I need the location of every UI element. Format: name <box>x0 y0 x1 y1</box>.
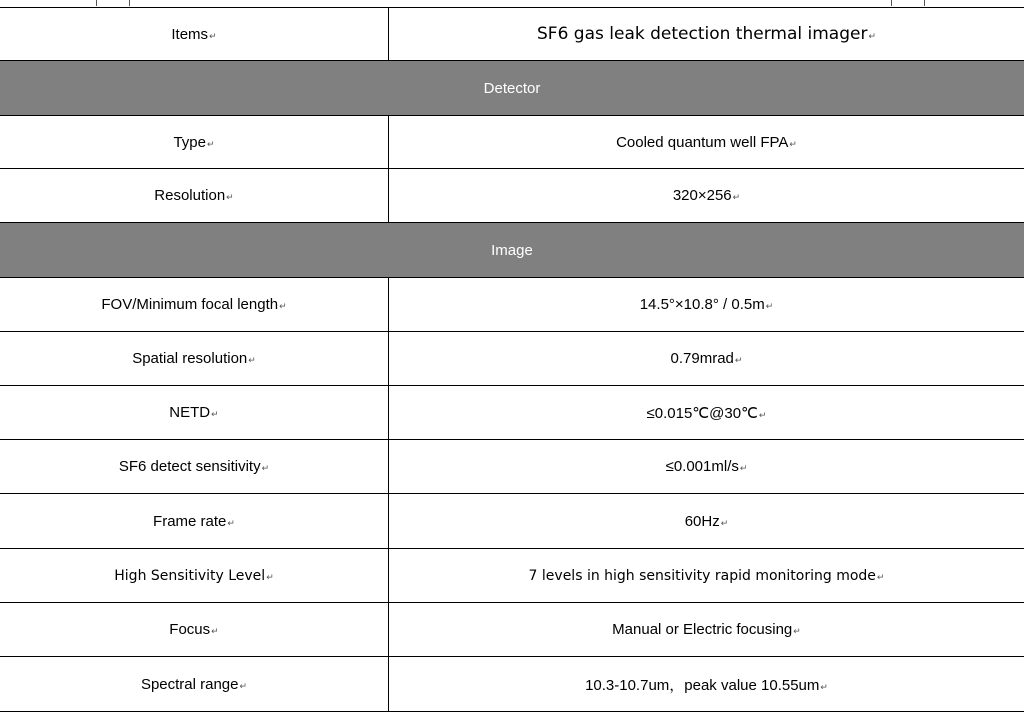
row-label: Frame rate <box>153 512 227 530</box>
product-name-cell <box>389 8 1024 61</box>
paragraph-mark: ↵ <box>868 31 876 41</box>
paragraph-mark: ↵ <box>793 626 801 636</box>
paragraph-mark: ↵ <box>227 517 235 528</box>
paragraph-mark: ↵ <box>732 192 741 202</box>
row-value-cell <box>389 116 1024 169</box>
paragraph-mark: ↵ <box>206 138 215 149</box>
paragraph-mark: ↵ <box>209 30 217 41</box>
row-label-cell <box>0 549 389 603</box>
row-label-cell <box>0 386 389 440</box>
table-row <box>0 440 1024 494</box>
section-detector: Detector <box>0 61 1024 116</box>
row-label: Spatial resolution <box>132 350 248 367</box>
row-label: Spectral range <box>140 675 239 693</box>
section-row-image <box>0 223 1024 278</box>
table-row <box>0 332 1024 386</box>
paragraph-mark: ↵ <box>239 680 248 691</box>
row-value-cell <box>389 332 1024 386</box>
items-label: Items <box>171 25 209 43</box>
row-value: Cooled quantum well FPA <box>616 133 789 151</box>
row-value-cell <box>389 657 1024 712</box>
table-row <box>0 116 1024 169</box>
row-value-cell <box>389 603 1024 657</box>
table-row <box>0 657 1024 712</box>
items-label-cell <box>0 8 389 61</box>
top-edge-tick <box>891 0 892 6</box>
row-value-cell <box>389 440 1024 494</box>
table-row <box>0 549 1024 603</box>
row-label-cell <box>0 494 389 549</box>
paragraph-mark: ↵ <box>248 355 256 365</box>
row-value: 10.3-10.7um，peak value 10.55um <box>585 676 820 694</box>
spec-table <box>0 7 1024 712</box>
table-row <box>0 169 1024 223</box>
section-row-detector <box>0 61 1024 116</box>
paragraph-mark: ↵ <box>820 681 828 692</box>
row-value: 0.79mrad <box>670 350 734 367</box>
row-value-cell <box>389 549 1024 603</box>
top-edge-tick <box>924 0 925 6</box>
row-label: SF6 detect sensitivity <box>118 458 261 475</box>
row-label: FOV/Minimum focal length <box>101 296 279 313</box>
row-label-cell <box>0 332 389 386</box>
paragraph-mark: ↵ <box>266 572 274 583</box>
row-value: 7 levels in high sensitivity rapid monitoring mode <box>528 567 876 584</box>
row-value-cell <box>389 278 1024 332</box>
row-label-cell <box>0 169 389 223</box>
top-edge-strip <box>0 0 1024 7</box>
paragraph-mark: ↵ <box>211 626 219 636</box>
paragraph-mark: ↵ <box>211 409 219 419</box>
row-label: High Sensitivity Level <box>114 567 266 584</box>
row-label-cell <box>0 440 389 494</box>
row-label-cell <box>0 657 389 712</box>
row-label: Resolution <box>154 187 226 204</box>
row-label: NETD <box>169 404 211 421</box>
table-row <box>0 278 1024 332</box>
paragraph-mark: ↵ <box>758 409 767 420</box>
row-label-cell <box>0 278 389 332</box>
row-value-cell <box>389 494 1024 549</box>
row-label: Focus <box>169 621 211 638</box>
row-value-cell <box>389 169 1024 223</box>
row-label: Type <box>173 133 206 151</box>
paragraph-mark: ↵ <box>261 463 270 473</box>
product-name: SF6 gas leak detection thermal imager <box>537 24 868 44</box>
paragraph-mark: ↵ <box>765 301 774 311</box>
section-image: Image <box>0 223 1024 278</box>
paragraph-mark: ↵ <box>720 517 729 528</box>
top-edge-tick <box>96 0 97 6</box>
row-value: 60Hz <box>684 512 720 530</box>
row-value: 320×256 <box>672 187 732 204</box>
paragraph-mark: ↵ <box>279 301 287 311</box>
table-row <box>0 603 1024 657</box>
paragraph-mark: ↵ <box>739 463 748 473</box>
paragraph-mark: ↵ <box>789 138 797 149</box>
paragraph-mark: ↵ <box>734 355 743 365</box>
row-value-cell <box>389 386 1024 440</box>
row-value: ≤0.001ml/s <box>665 458 739 475</box>
table-row <box>0 386 1024 440</box>
row-value: 14.5°×10.8° / 0.5m <box>639 296 765 313</box>
row-value: ≤0.015℃@30℃ <box>646 404 758 422</box>
table-row <box>0 494 1024 549</box>
paragraph-mark: ↵ <box>876 572 885 583</box>
row-label-cell <box>0 603 389 657</box>
header-row <box>0 8 1024 61</box>
row-value: Manual or Electric focusing <box>612 621 793 638</box>
top-edge-tick <box>129 0 130 6</box>
paragraph-mark: ↵ <box>226 192 234 202</box>
row-label-cell <box>0 116 389 169</box>
